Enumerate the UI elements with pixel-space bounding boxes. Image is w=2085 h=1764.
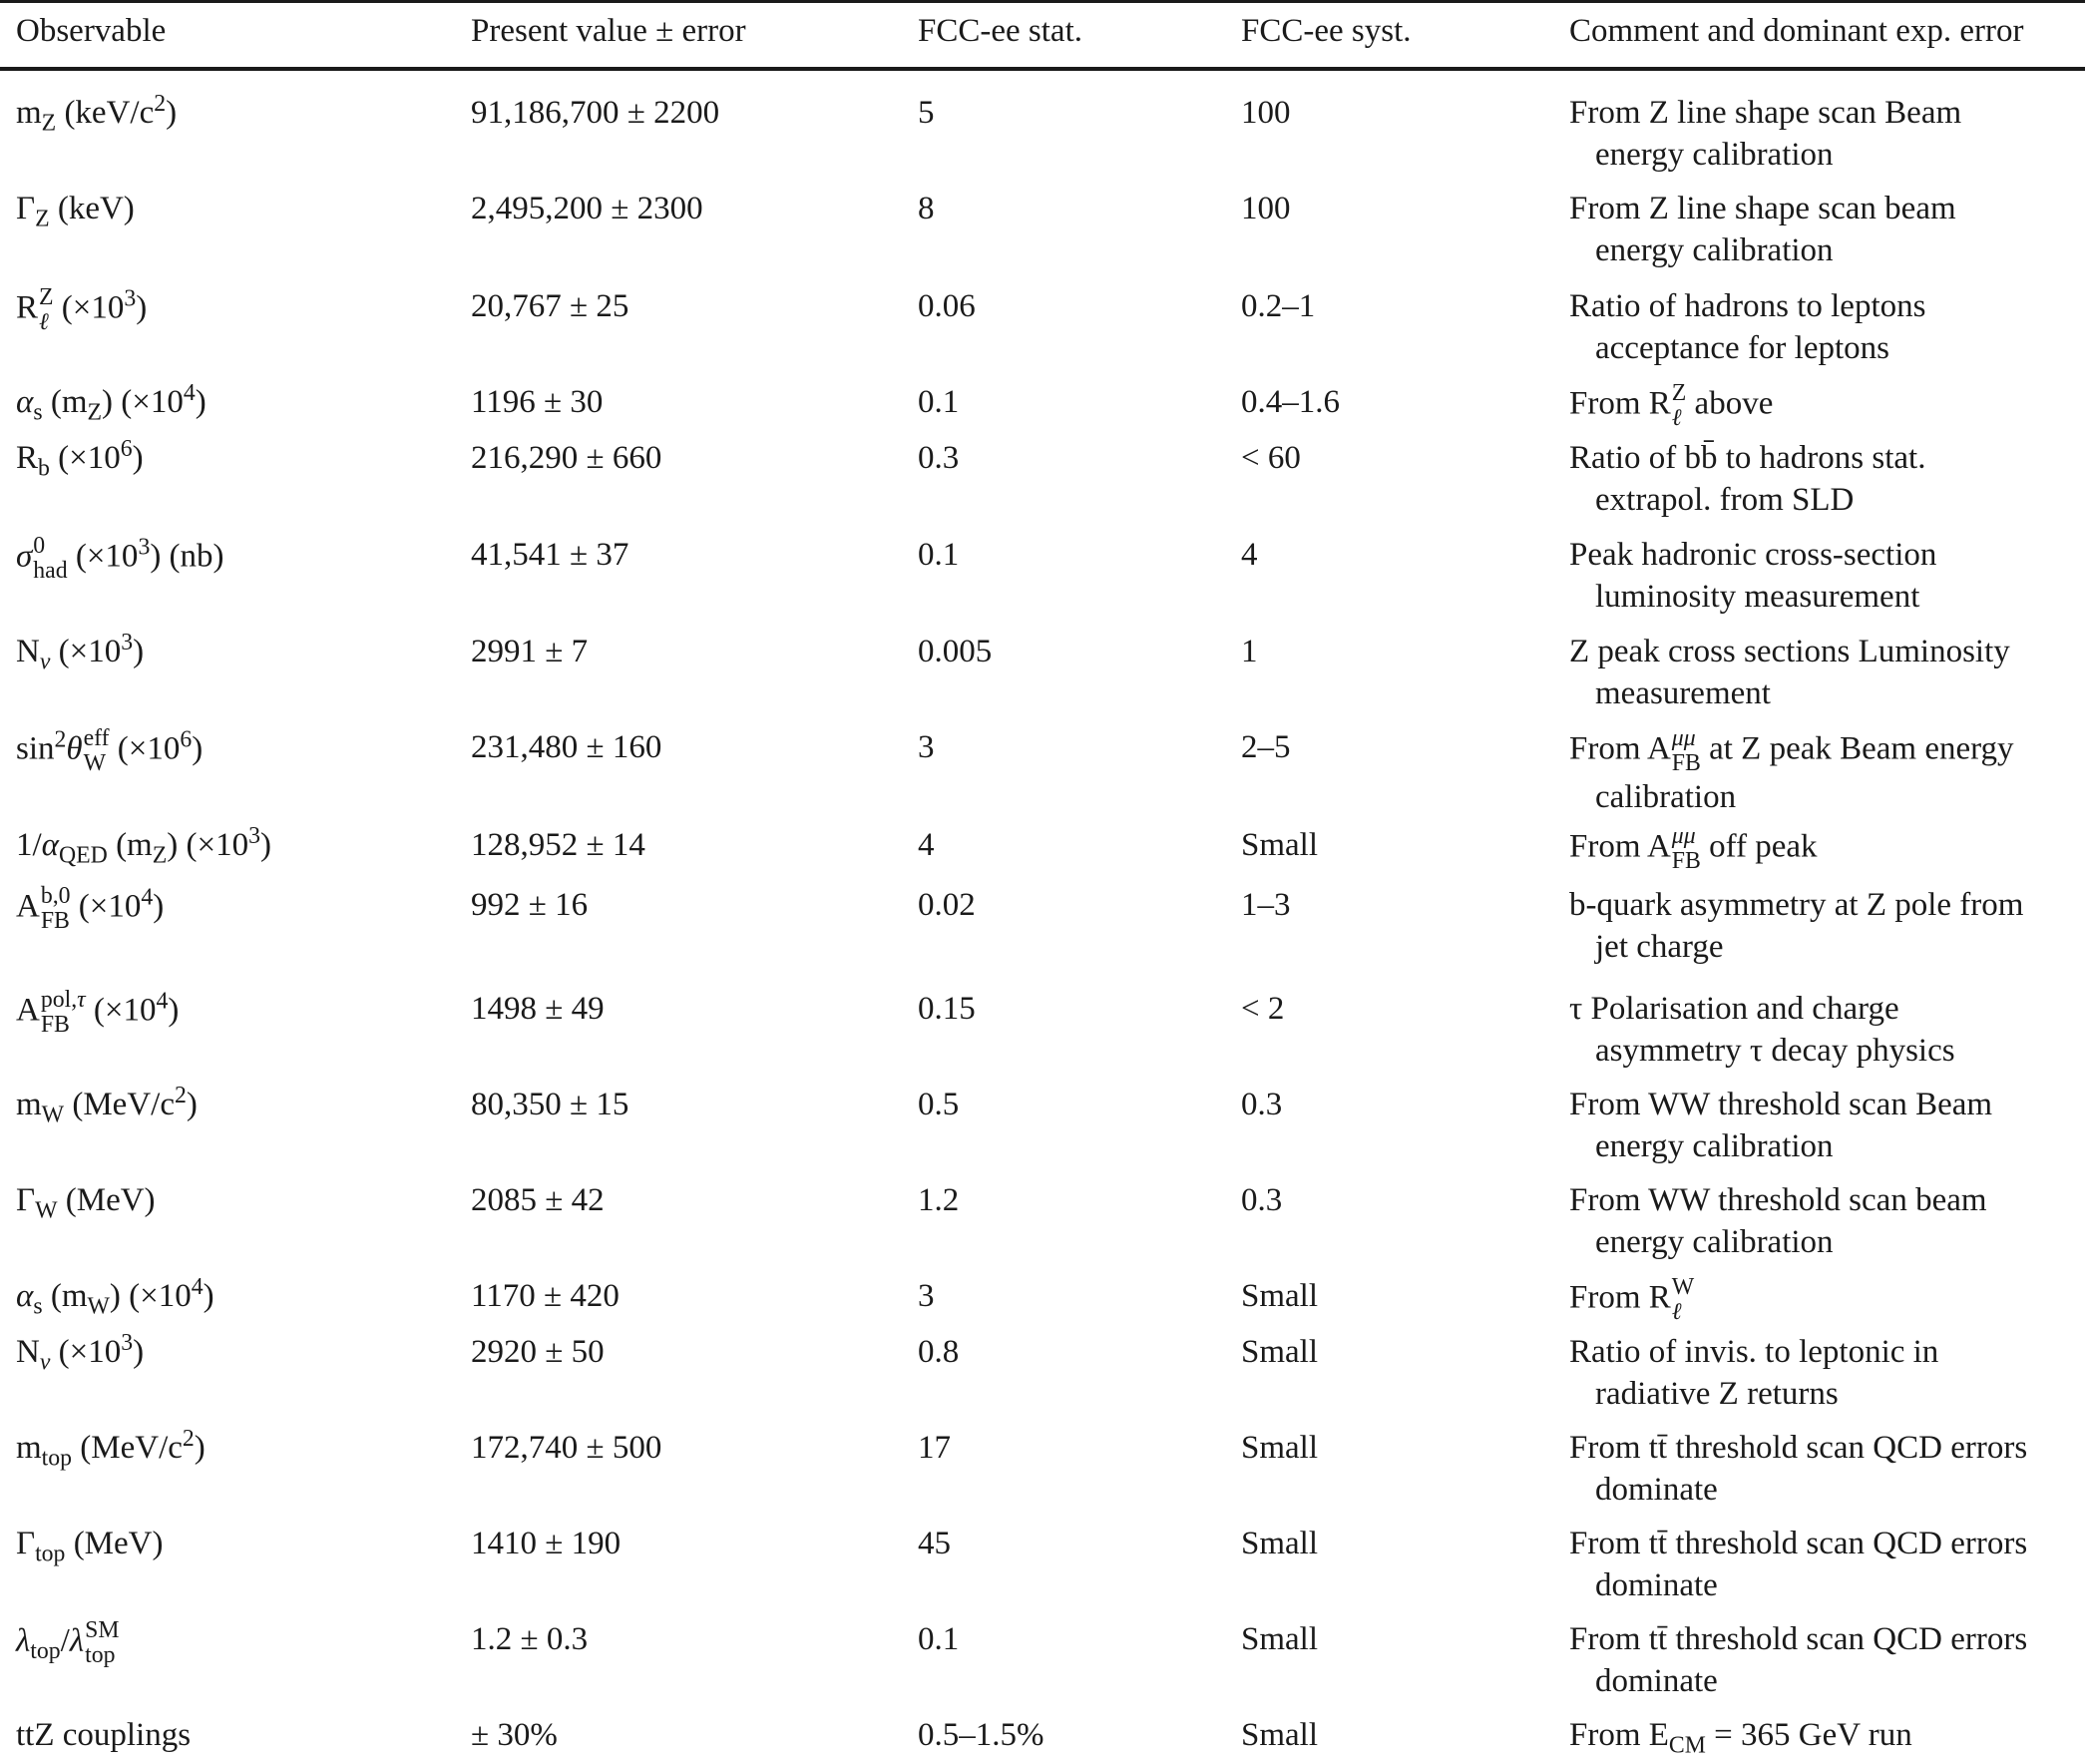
- observable-m-top: $m_{top}$ $(MeV/c^2)$: [16, 1426, 206, 1472]
- observable-alpha-qed: $1/\alpha_{QED}$ $(m_Z)$ $(\times 10^3)$: [16, 823, 271, 869]
- present-value: 2991 ± 7: [471, 634, 589, 669]
- fcc-syst: 100: [1241, 95, 1291, 131]
- fcc-syst: 1–3: [1241, 887, 1291, 923]
- fcc-stat: 0.3: [918, 440, 960, 476]
- present-value: 128,952 ± 14: [471, 827, 645, 863]
- fcc-syst: Small: [1241, 1334, 1319, 1370]
- observable-mz: $m_Z$ $(keV/c^2)$: [16, 91, 178, 137]
- present-value: 1196 ± 30: [471, 384, 604, 420]
- present-value: 91,186,700 ± 2200: [471, 95, 720, 131]
- present-value: 2085 ± 42: [471, 1182, 605, 1218]
- present-value: 2,495,200 ± 2300: [471, 191, 703, 226]
- observable-alpha-s-mz: $\alpha_s$ $(m_Z)$ $(\times 10^4)$: [16, 380, 207, 426]
- fcc-stat: 4: [918, 827, 935, 863]
- fcc-stat: 0.1: [918, 384, 960, 420]
- fcc-syst: Small: [1241, 1526, 1319, 1561]
- observable-lambda-top: $\lambda_{top}/\lambda$ SM top: [16, 1617, 120, 1668]
- fcc-stat: 0.5–1.5%: [918, 1717, 1044, 1753]
- observable-sigma-had: σ 0 had $(\times 10^3)$ (nb): [16, 533, 224, 584]
- present-value: 20,767 ± 25: [471, 288, 629, 324]
- comment: From R W ℓ: [1569, 1274, 1695, 1325]
- fcc-stat: 17: [918, 1430, 951, 1466]
- observable-n-nu: $N_\nu$ $(\times 10^3)$: [16, 630, 145, 675]
- present-value: ± 30%: [471, 1717, 558, 1753]
- fcc-syst: 0.3: [1241, 1087, 1283, 1122]
- fcc-syst: Small: [1241, 1278, 1319, 1314]
- observable-ttz-couplings: ttZ couplings: [16, 1717, 192, 1753]
- comment: From Z line shape scan beam energy calibration: [1569, 191, 1956, 268]
- fcc-stat: 0.5: [918, 1087, 960, 1122]
- observable-mw: $m_W$ $(MeV/c^2)$: [16, 1083, 198, 1128]
- header-comment: Comment and dominant exp. error: [1569, 13, 2024, 49]
- fcc-stat: 0.1: [918, 1621, 960, 1657]
- observable-r-l-z: R Z ℓ $(\times 10^3)$: [16, 284, 148, 335]
- fcc-syst: 1: [1241, 634, 1258, 669]
- fcc-syst: Small: [1241, 827, 1319, 863]
- comment: Ratio of hadrons to leptons acceptance for leptons: [1569, 288, 1926, 366]
- fcc-stat: 0.15: [918, 991, 976, 1027]
- comment: From R Z ℓ above: [1569, 380, 1774, 431]
- present-value: 172,740 ± 500: [471, 1430, 662, 1466]
- header-fcc-stat: FCC-ee stat.: [918, 13, 1082, 49]
- present-value: 1498 ± 49: [471, 991, 605, 1027]
- comment: Z peak cross sections Luminosity measurement: [1569, 634, 2010, 711]
- top-rule: [0, 0, 2085, 3]
- observable-r-b: $R_b$ $(\times 10^6)$: [16, 436, 144, 482]
- observable-sin2-theta: $\sin^2\theta$ eff W $(\times 10^6)$: [16, 725, 204, 776]
- fcc-syst: 2–5: [1241, 729, 1291, 765]
- present-value: 2920 ± 50: [471, 1334, 605, 1370]
- fcc-syst: 0.4–1.6: [1241, 384, 1340, 420]
- comment: From tt̄ threshold scan QCD errors dominate: [1569, 1621, 2028, 1699]
- present-value: 216,290 ± 660: [471, 440, 662, 476]
- fcc-stat: 0.06: [918, 288, 976, 324]
- header-observable: Observable: [16, 13, 167, 49]
- comment: From tt̄ threshold scan QCD errors dominate: [1569, 1526, 2028, 1603]
- observable-gamma-w: $\Gamma_W$ (MeV): [16, 1182, 156, 1224]
- header-rule: [0, 67, 2085, 71]
- fcc-stat: 0.02: [918, 887, 976, 923]
- comment: Ratio of bb̄ to hadrons stat. extrapol. from SLD: [1569, 440, 1926, 518]
- present-value: 80,350 ± 15: [471, 1087, 629, 1122]
- comment: From $E_{CM} = 365$ GeV run: [1569, 1717, 1912, 1759]
- header-present-value: Present value ± error: [471, 13, 746, 49]
- fcc-syst: 0.3: [1241, 1182, 1283, 1218]
- observable-afb-pol-tau: A pol,τ FB $(\times 10^4)$: [16, 987, 180, 1038]
- fcc-syst: 0.2–1: [1241, 288, 1316, 324]
- fcc-syst: Small: [1241, 1430, 1319, 1466]
- fcc-syst: 100: [1241, 191, 1291, 226]
- present-value: 231,480 ± 160: [471, 729, 662, 765]
- present-value: 1410 ± 190: [471, 1526, 622, 1561]
- fcc-syst: 4: [1241, 537, 1258, 573]
- fcc-stat: 3: [918, 729, 935, 765]
- present-value: 992 ± 16: [471, 887, 589, 923]
- fcc-stat: 8: [918, 191, 935, 226]
- fcc-syst: Small: [1241, 1717, 1319, 1753]
- fcc-stat: 5: [918, 95, 935, 131]
- header-fcc-syst: FCC-ee syst.: [1241, 13, 1412, 49]
- comment: From A μμ FB off peak: [1569, 823, 1818, 874]
- observable-gamma-top: $\Gamma_{top}$ (MeV): [16, 1526, 164, 1567]
- fcc-stat: 0.8: [918, 1334, 960, 1370]
- observable-gamma-z: $\Gamma_Z$ (keV): [16, 191, 135, 232]
- present-value: 1.2 ± 0.3: [471, 1621, 589, 1657]
- fcc-stat: 0.1: [918, 537, 960, 573]
- observable-afb-b0: A b,0 FB $(\times 10^4)$: [16, 883, 165, 934]
- observable-n-nu: $N_\nu$ $(\times 10^3)$: [16, 1330, 145, 1376]
- fcc-syst: < 60: [1241, 440, 1301, 476]
- fcc-syst: < 2: [1241, 991, 1285, 1027]
- comment: Ratio of invis. to leptonic in radiative Z returns: [1569, 1334, 1939, 1412]
- comment: Peak hadronic cross-section luminosity measurement: [1569, 537, 1937, 615]
- comment: From tt̄ threshold scan QCD errors dominate: [1569, 1430, 2028, 1508]
- present-value: 41,541 ± 37: [471, 537, 629, 573]
- comment: From WW threshold scan Beam energy calibration: [1569, 1087, 1993, 1164]
- fcc-stat: 1.2: [918, 1182, 960, 1218]
- comment: τ Polarisation and charge asymmetry τ decay physics: [1569, 991, 1955, 1069]
- observable-alpha-s-mw: $\alpha_s$ $(m_W)$ $(\times 10^4)$: [16, 1274, 214, 1320]
- fcc-syst: Small: [1241, 1621, 1319, 1657]
- comment: b-quark asymmetry at Z pole from jet charge: [1569, 887, 2024, 965]
- comment: From WW threshold scan beam energy calibration: [1569, 1182, 1987, 1260]
- comment: From Z line shape scan Beam energy calibration: [1569, 95, 1962, 173]
- fcc-stat: 45: [918, 1526, 951, 1561]
- comment: From A μμ FB at Z peak Beam energy calibration: [1569, 725, 2014, 815]
- present-value: 1170 ± 420: [471, 1278, 620, 1314]
- fcc-stat: 3: [918, 1278, 935, 1314]
- fcc-stat: 0.005: [918, 634, 993, 669]
